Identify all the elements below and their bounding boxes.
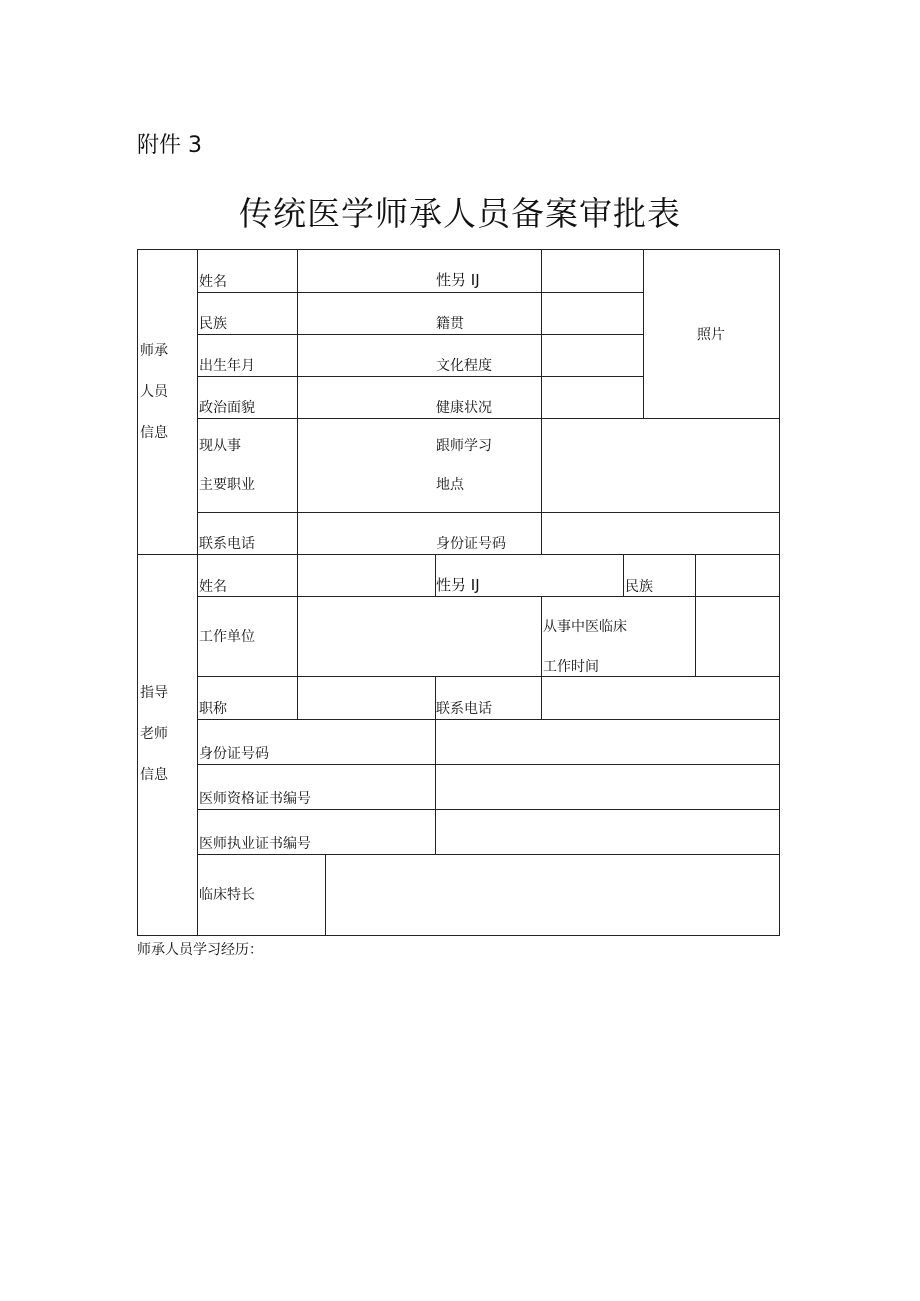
apprentice-name-label: 姓名 (199, 274, 227, 290)
tcm-work-time-label-line1: 从事中医临床 (543, 619, 627, 635)
study-place-label-line2: 地点 (436, 477, 464, 493)
label-line: 信息 (140, 425, 168, 441)
grid-line (197, 512, 780, 513)
border-right (779, 249, 780, 936)
apprentice-id-label: 身份证号码 (436, 536, 506, 552)
grid-line (197, 418, 780, 419)
grid-line (197, 854, 780, 855)
label-line: 师承 (140, 343, 168, 359)
apprentice-section-label (140, 331, 180, 454)
apprentice-phone-label: 联系电话 (199, 536, 255, 552)
grid-line (197, 292, 643, 293)
label-line: 指导 (140, 685, 168, 701)
grid-line (541, 676, 542, 719)
approval-form-table (137, 249, 780, 936)
page-title: 传统医学师承人员备案审批表 (239, 194, 681, 233)
grid-line (695, 554, 696, 676)
native-place-label: 籍贯 (436, 316, 464, 332)
label-line: 人员 (140, 384, 168, 400)
grid-line (435, 719, 436, 854)
border-left (137, 249, 138, 936)
grid-line (297, 554, 298, 719)
grid-line (541, 249, 542, 554)
grid-line (297, 249, 298, 554)
health-status-label: 健康状况 (436, 400, 492, 416)
professional-title-label: 职称 (199, 701, 227, 717)
teacher-phone-label: 联系电话 (436, 701, 492, 717)
workplace-label: 工作单位 (199, 629, 255, 645)
grid-line (197, 376, 643, 377)
grid-line (197, 809, 780, 810)
grid-line (197, 334, 643, 335)
grid-line (197, 676, 780, 677)
grid-line (197, 596, 780, 597)
apprentice-gender-label: 性另 IJ (436, 271, 480, 289)
label-line: 信息 (140, 767, 168, 783)
qualification-cert-label: 医师资格证书编号 (199, 791, 311, 807)
occupation-label-line1: 现从事 (199, 438, 241, 454)
teacher-id-label: 身份证号码 (199, 746, 269, 762)
section-divider (137, 554, 780, 555)
section-label-divider (197, 249, 198, 936)
teacher-ethnicity-label: 民族 (625, 579, 653, 595)
teacher-gender-label: 性另 IJ (436, 576, 480, 594)
apprentice-ethnicity-label: 民族 (199, 316, 227, 332)
practice-cert-label: 医师执业证书编号 (199, 836, 311, 852)
grid-line (325, 854, 326, 936)
education-label: 文化程度 (436, 358, 492, 374)
grid-line (623, 554, 624, 596)
label-line: 老师 (140, 726, 168, 742)
grid-line (643, 249, 644, 418)
study-history-label: 师承人员学习经历： (137, 942, 263, 958)
birth-date-label: 出生年月 (199, 358, 255, 374)
political-status-label: 政治面貌 (199, 400, 255, 416)
teacher-name-label: 姓名 (199, 579, 227, 595)
grid-line (197, 764, 780, 765)
border-top (137, 249, 780, 250)
clinical-specialty-label: 临床特长 (199, 887, 255, 903)
study-place-label-line1: 跟师学习 (436, 438, 492, 454)
annex-label: 附件 3 (137, 133, 202, 158)
occupation-label-line2: 主要职业 (199, 477, 255, 493)
border-bottom (137, 935, 780, 936)
tcm-work-time-label-line2: 工作时间 (543, 659, 599, 675)
teacher-section-label (140, 673, 180, 796)
grid-line (541, 596, 542, 676)
grid-line (197, 719, 780, 720)
photo-label: 照片 (697, 327, 725, 343)
